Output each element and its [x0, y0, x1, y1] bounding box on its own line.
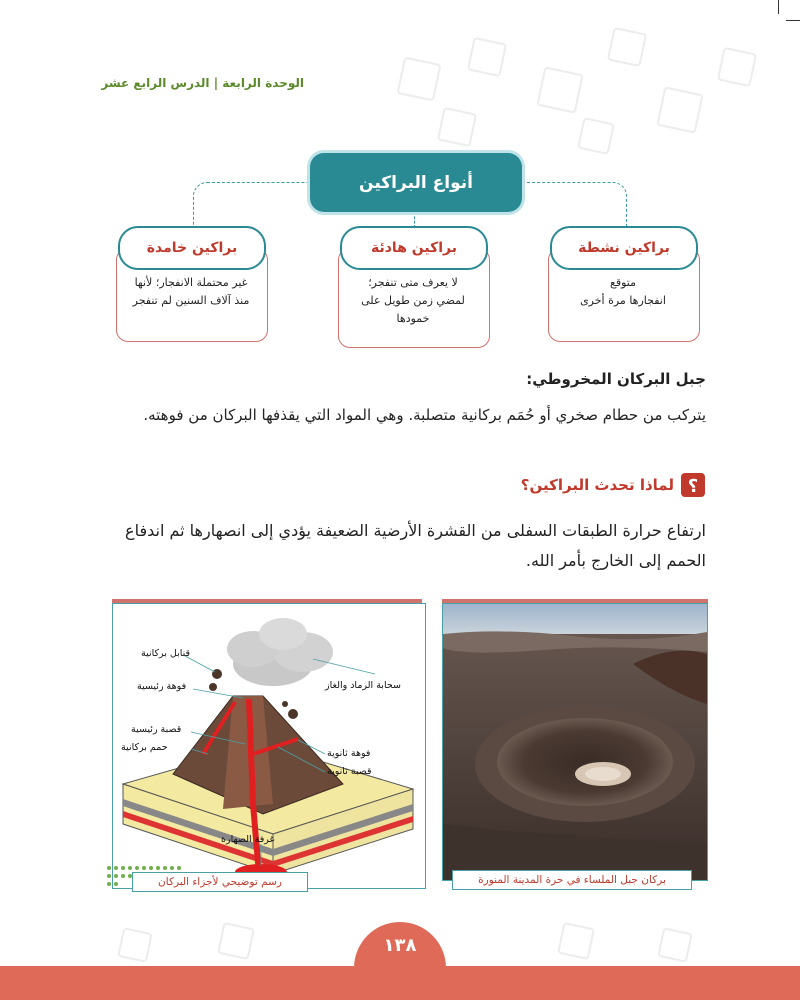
question-title: لماذا تحدث البراكين؟	[520, 476, 674, 494]
crop-mark	[786, 20, 800, 21]
diagram-label: فوهة رئيسية	[137, 681, 187, 692]
category-description: غير محتملة الانفجار؛ لأنها منذ آلاف السنين لم تنفجر	[132, 276, 250, 307]
diagram-label: قنابل بركانية	[141, 648, 191, 659]
volcano-diagram-frame	[112, 603, 426, 889]
diagram-label: سحابة الرماد والغاز	[325, 680, 401, 691]
diagram-label: قصبة رئيسية	[131, 724, 182, 735]
category-description: متوقع انفجارها مرة أخرى	[580, 276, 666, 307]
crop-mark	[778, 0, 779, 14]
question-answer: ارتفاع حرارة الطبقات السفلى من القشرة الأرضية الضعيفة يؤدي إلى انصهارها ثم اندفاع الحمم إلى الخارج بأمر الله.	[125, 521, 706, 570]
diagram-label: قصبة ثانوية	[327, 766, 372, 777]
unit-breadcrumb: الوحدة الرابعة | الدرس الرابع عشر	[101, 76, 304, 90]
concept-map-root: أنواع البراكين	[310, 153, 522, 212]
diagram-label: فوهة ثانوية	[327, 748, 371, 759]
volcano-photo	[443, 604, 707, 880]
connector-line	[193, 182, 311, 229]
diagram-label: غرفة الصهارة	[221, 834, 275, 845]
category-description: لا يعرف متى تنفجر؛ لمضي زمن طويل على خمودها	[361, 276, 465, 325]
footer-band	[0, 966, 800, 1000]
diagram-caption: رسم توضيحي لأجزاء البركان	[132, 872, 308, 892]
category-dormant-volcanoes	[338, 226, 488, 340]
category-active-volcanoes	[548, 226, 698, 340]
category-title: براكين نشطة	[550, 226, 698, 270]
category-extinct-volcanoes	[116, 226, 266, 340]
section-heading: جبل البركان المخروطي:	[526, 370, 706, 388]
question-icon	[680, 472, 706, 498]
photo-caption: بركان جبل الملساء في حرة المدينة المنورة	[452, 870, 692, 890]
category-title: براكين خامدة	[118, 226, 266, 270]
page-number: ١٣٨	[354, 922, 446, 968]
section-body: يتركب من حطام صخري أو حُمَم بركانية متصلبة. وهي المواد التي يقذفها البركان من فوهته.	[143, 406, 706, 424]
category-title: براكين هادئة	[340, 226, 488, 270]
svg-text:؟: ؟	[687, 476, 699, 497]
volcano-photo-frame	[442, 603, 708, 881]
diagram-label: حمم بركانية	[121, 742, 168, 753]
connector-line	[522, 182, 627, 229]
